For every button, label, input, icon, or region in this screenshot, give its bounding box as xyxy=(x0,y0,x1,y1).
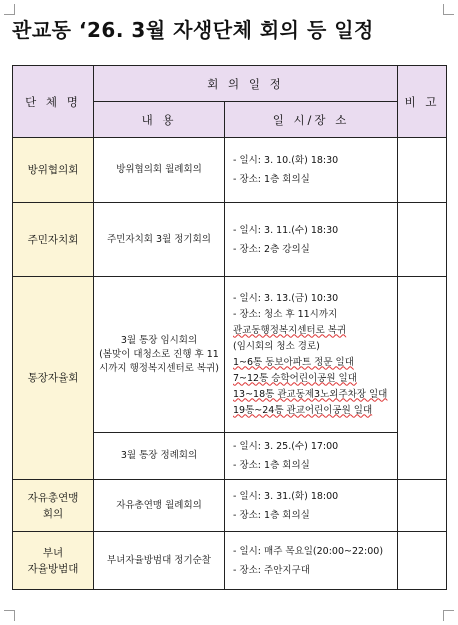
org-name: 방위협의회 xyxy=(13,138,94,203)
crop-mark-bottom-right xyxy=(443,610,454,621)
org-name: 자유총연맹 회의 xyxy=(13,480,94,532)
header-content: 내 용 xyxy=(94,102,225,138)
org-name: 통장자율회 xyxy=(13,277,94,480)
table-row xyxy=(13,277,447,433)
detail-line: (임시회의 청소 경로) xyxy=(233,340,320,352)
meeting-content: 자유총연맹 월례회의 xyxy=(94,480,225,532)
note-cell xyxy=(398,277,447,480)
meeting-datetime-place xyxy=(225,138,398,203)
detail-line: 13~18통 관교동제3노외주차장 일대 xyxy=(233,388,388,400)
table-row xyxy=(13,203,447,277)
document-title: 관교동 ‘26. 3월 자생단체 회의 등 일정 xyxy=(12,18,374,42)
org-name: 주민자치회 xyxy=(13,203,94,277)
note-cell xyxy=(398,532,447,590)
note-cell xyxy=(398,480,447,532)
detail-line: - 일시: 3. 13.(금) 10:30 xyxy=(233,292,339,304)
detail-line: - 일시: 매주 목요일(20:00~22:00) xyxy=(233,545,384,557)
detail-line: - 일시: 3. 11.(수) 18:30 xyxy=(233,224,339,236)
detail-line: - 장소: 1층 회의실 xyxy=(233,460,310,471)
note-cell xyxy=(398,203,447,277)
table-row xyxy=(13,480,447,532)
detail-line: - 일시: 3. 31.(화) 18:00 xyxy=(233,490,339,502)
meeting-datetime-place xyxy=(225,480,398,532)
meeting-content: 부녀자율방범대 정기순찰 xyxy=(94,532,225,590)
detail-line: 7~12통 승학어린이공원 일대 xyxy=(233,372,357,384)
meeting-content: 3월 통장 임시회의 (봄맞이 대청소로 진행 후 11시까지 행정복지센터로 복귀) xyxy=(94,277,225,433)
detail-line: 1~6통 동보아파트 정문 일대 xyxy=(233,356,354,368)
detail-line: - 일시: 3. 10.(화) 18:30 xyxy=(233,155,339,166)
detail-line: - 장소: 1층 회의실 xyxy=(233,174,310,185)
detail-line: - 일시: 3. 25.(수) 17:00 xyxy=(233,441,339,452)
meeting-content: 3월 통장 정례회의 xyxy=(94,433,225,480)
detail-line: 19통~24통 관교어린이공원 일대 xyxy=(233,404,373,416)
meeting-content: 주민자치회 3월 정기회의 xyxy=(94,203,225,277)
table-row xyxy=(13,138,447,203)
header-org: 단 체 명 xyxy=(13,66,94,138)
detail-line: 관교동행정복지센터로 복귀 xyxy=(233,324,347,336)
meeting-datetime-place xyxy=(225,532,398,590)
crop-mark-bottom-left xyxy=(4,610,15,621)
schedule-table xyxy=(12,65,447,590)
detail-line: - 장소: 1층 회의실 xyxy=(233,509,310,521)
table-row xyxy=(13,532,447,590)
header-datetime: 일 시/장 소 xyxy=(225,102,398,138)
header-note: 비 고 xyxy=(398,66,447,138)
detail-line: - 장소: 청소 후 11시까지 xyxy=(233,308,338,320)
detail-line: - 장소: 2층 강의실 xyxy=(233,243,310,255)
note-cell xyxy=(398,138,447,203)
org-name: 부녀 자율방범대 xyxy=(13,532,94,590)
detail-line: - 장소: 주안지구대 xyxy=(233,564,310,576)
header-meeting: 회 의 일 정 xyxy=(94,66,398,102)
meeting-datetime-place xyxy=(225,203,398,277)
meeting-content: 방위협의회 월례회의 xyxy=(94,138,225,203)
crop-mark-top-right xyxy=(443,4,454,15)
meeting-datetime-place xyxy=(225,277,398,433)
meeting-datetime-place xyxy=(225,433,398,480)
